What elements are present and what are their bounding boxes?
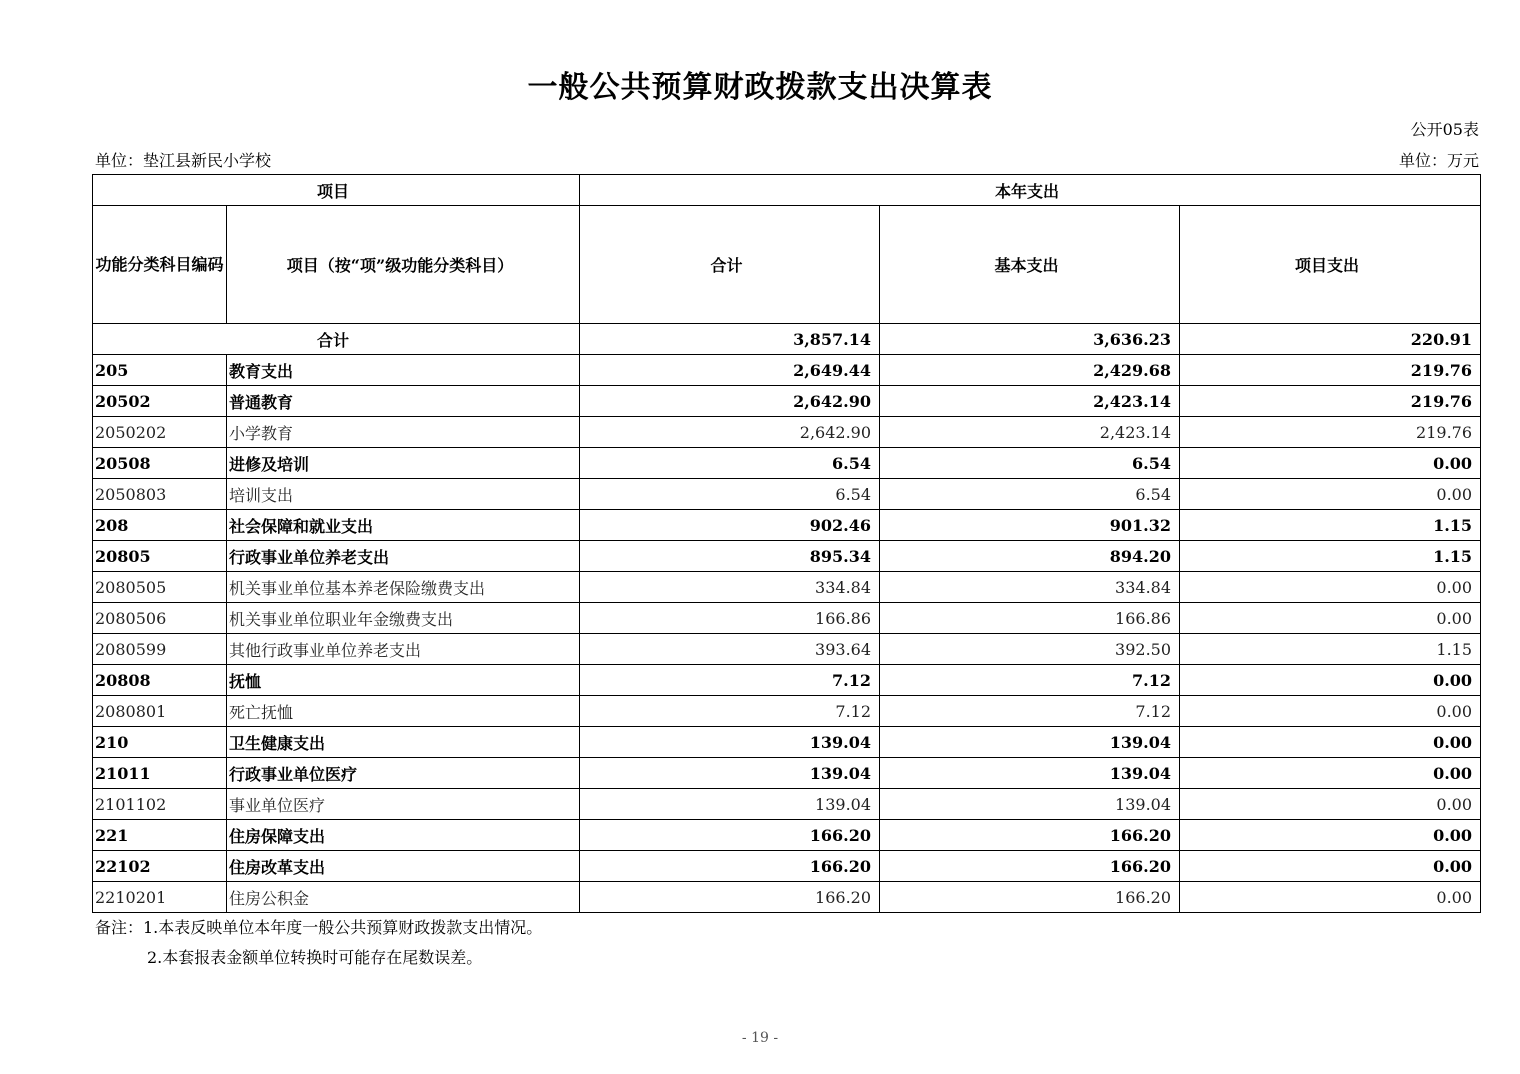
item-cell: 社会保障和就业支出 bbox=[227, 510, 580, 541]
project-cell: 0.00 bbox=[1180, 727, 1481, 758]
total-cell: 166.20 bbox=[580, 820, 880, 851]
project-cell: 219.76 bbox=[1180, 355, 1481, 386]
total-cell: 902.46 bbox=[580, 510, 880, 541]
item-cell: 住房公积金 bbox=[227, 882, 580, 913]
unit-organization: 单位：垫江县新民小学校 bbox=[95, 151, 272, 170]
table-row bbox=[93, 572, 1481, 603]
project-cell: 0.00 bbox=[1180, 603, 1481, 634]
code-cell: 210 bbox=[93, 727, 227, 758]
table-row bbox=[93, 386, 1481, 417]
item-cell: 死亡抚恤 bbox=[227, 696, 580, 727]
unit-currency: 单位：万元 bbox=[1398, 151, 1479, 170]
basic-cell: 166.20 bbox=[880, 851, 1180, 882]
header-project-expense: 项目支出 bbox=[1180, 206, 1481, 324]
expenditure-table bbox=[92, 174, 1481, 913]
basic-cell: 7.12 bbox=[880, 696, 1180, 727]
header-row-2 bbox=[93, 206, 1481, 324]
total-cell: 139.04 bbox=[580, 758, 880, 789]
basic-cell: 334.84 bbox=[880, 572, 1180, 603]
project-cell: 1.15 bbox=[1180, 510, 1481, 541]
item-cell: 事业单位医疗 bbox=[227, 789, 580, 820]
code-cell: 2080506 bbox=[93, 603, 227, 634]
code-cell: 2080801 bbox=[93, 696, 227, 727]
item-cell: 机关事业单位职业年金缴费支出 bbox=[227, 603, 580, 634]
total-cell: 2,642.90 bbox=[580, 417, 880, 448]
header-item: 项目（按“项”级功能分类科目） bbox=[227, 206, 580, 324]
code-cell: 208 bbox=[93, 510, 227, 541]
project-cell: 219.76 bbox=[1180, 386, 1481, 417]
header-basic: 基本支出 bbox=[880, 206, 1180, 324]
total-cell: 895.34 bbox=[580, 541, 880, 572]
item-cell: 小学教育 bbox=[227, 417, 580, 448]
total-row bbox=[93, 324, 1481, 355]
basic-cell: 6.54 bbox=[880, 479, 1180, 510]
code-cell: 2210201 bbox=[93, 882, 227, 913]
table-row bbox=[93, 851, 1481, 882]
project-cell: 1.15 bbox=[1180, 541, 1481, 572]
total-cell: 6.54 bbox=[580, 479, 880, 510]
project-cell: 0.00 bbox=[1180, 448, 1481, 479]
header-row-1 bbox=[93, 175, 1481, 206]
project-cell: 0.00 bbox=[1180, 665, 1481, 696]
basic-cell: 7.12 bbox=[880, 665, 1180, 696]
project-cell: 219.76 bbox=[1180, 417, 1481, 448]
page-title: 一般公共预算财政拨款支出决算表 bbox=[527, 70, 993, 105]
basic-cell: 6.54 bbox=[880, 448, 1180, 479]
table-row bbox=[93, 696, 1481, 727]
table-row bbox=[93, 355, 1481, 386]
item-cell: 进修及培训 bbox=[227, 448, 580, 479]
project-cell: 0.00 bbox=[1180, 851, 1481, 882]
table-row bbox=[93, 448, 1481, 479]
code-cell: 2080505 bbox=[93, 572, 227, 603]
code-cell: 2101102 bbox=[93, 789, 227, 820]
code-cell: 221 bbox=[93, 820, 227, 851]
table-row bbox=[93, 882, 1481, 913]
form-number: 公开05表 bbox=[1410, 120, 1479, 139]
total-label: 合计 bbox=[93, 324, 580, 355]
basic-cell: 139.04 bbox=[880, 789, 1180, 820]
code-cell: 2050803 bbox=[93, 479, 227, 510]
table-row bbox=[93, 727, 1481, 758]
code-cell: 20805 bbox=[93, 541, 227, 572]
table-row bbox=[93, 417, 1481, 448]
project-cell: 0.00 bbox=[1180, 789, 1481, 820]
total-cell: 2,642.90 bbox=[580, 386, 880, 417]
code-cell: 20502 bbox=[93, 386, 227, 417]
project-cell: 0.00 bbox=[1180, 696, 1481, 727]
table-row bbox=[93, 603, 1481, 634]
item-cell: 住房保障支出 bbox=[227, 820, 580, 851]
basic-cell: 2,429.68 bbox=[880, 355, 1180, 386]
total-sum: 3,857.14 bbox=[580, 324, 880, 355]
header-total: 合计 bbox=[580, 206, 880, 324]
basic-cell: 166.20 bbox=[880, 882, 1180, 913]
table-row bbox=[93, 789, 1481, 820]
basic-cell: 166.86 bbox=[880, 603, 1180, 634]
table-row bbox=[93, 665, 1481, 696]
total-cell: 334.84 bbox=[580, 572, 880, 603]
table-row bbox=[93, 820, 1481, 851]
basic-cell: 901.32 bbox=[880, 510, 1180, 541]
project-cell: 0.00 bbox=[1180, 882, 1481, 913]
project-cell: 1.15 bbox=[1180, 634, 1481, 665]
basic-cell: 392.50 bbox=[880, 634, 1180, 665]
table-row bbox=[93, 479, 1481, 510]
code-cell: 2080599 bbox=[93, 634, 227, 665]
note-2: 2.本套报表金额单位转换时可能存在尾数误差。 bbox=[147, 948, 483, 967]
item-cell: 培训支出 bbox=[227, 479, 580, 510]
basic-cell: 2,423.14 bbox=[880, 386, 1180, 417]
note-1: 备注：1.本表反映单位本年度一般公共预算财政拨款支出情况。 bbox=[95, 918, 543, 937]
total-cell: 139.04 bbox=[580, 789, 880, 820]
code-cell: 21011 bbox=[93, 758, 227, 789]
code-cell: 2050202 bbox=[93, 417, 227, 448]
item-cell: 住房改革支出 bbox=[227, 851, 580, 882]
total-cell: 2,649.44 bbox=[580, 355, 880, 386]
item-cell: 其他行政事业单位养老支出 bbox=[227, 634, 580, 665]
page-number: - 19 - bbox=[741, 1030, 779, 1046]
item-cell: 普通教育 bbox=[227, 386, 580, 417]
item-cell: 抚恤 bbox=[227, 665, 580, 696]
header-project: 项目 bbox=[93, 175, 580, 206]
total-cell: 166.20 bbox=[580, 851, 880, 882]
item-cell: 行政事业单位养老支出 bbox=[227, 541, 580, 572]
code-cell: 20508 bbox=[93, 448, 227, 479]
item-cell: 机关事业单位基本养老保险缴费支出 bbox=[227, 572, 580, 603]
project-cell: 0.00 bbox=[1180, 479, 1481, 510]
basic-cell: 894.20 bbox=[880, 541, 1180, 572]
basic-cell: 139.04 bbox=[880, 727, 1180, 758]
total-cell: 6.54 bbox=[580, 448, 880, 479]
basic-cell: 139.04 bbox=[880, 758, 1180, 789]
table-row bbox=[93, 758, 1481, 789]
total-cell: 393.64 bbox=[580, 634, 880, 665]
total-cell: 139.04 bbox=[580, 727, 880, 758]
table-row bbox=[93, 541, 1481, 572]
notes bbox=[95, 913, 542, 973]
total-cell: 7.12 bbox=[580, 696, 880, 727]
project-cell: 0.00 bbox=[1180, 572, 1481, 603]
project-cell: 0.00 bbox=[1180, 820, 1481, 851]
table-row bbox=[93, 634, 1481, 665]
item-cell: 卫生健康支出 bbox=[227, 727, 580, 758]
total-cell: 166.20 bbox=[580, 882, 880, 913]
total-project: 220.91 bbox=[1180, 324, 1481, 355]
table-row bbox=[93, 510, 1481, 541]
code-cell: 22102 bbox=[93, 851, 227, 882]
item-cell: 行政事业单位医疗 bbox=[227, 758, 580, 789]
total-cell: 166.86 bbox=[580, 603, 880, 634]
basic-cell: 2,423.14 bbox=[880, 417, 1180, 448]
code-cell: 205 bbox=[93, 355, 227, 386]
header-code: 功能分类科目编码 bbox=[93, 206, 227, 324]
basic-cell: 166.20 bbox=[880, 820, 1180, 851]
item-cell: 教育支出 bbox=[227, 355, 580, 386]
project-cell: 0.00 bbox=[1180, 758, 1481, 789]
total-cell: 7.12 bbox=[580, 665, 880, 696]
code-cell: 20808 bbox=[93, 665, 227, 696]
header-this-year: 本年支出 bbox=[580, 175, 1481, 206]
total-basic: 3,636.23 bbox=[880, 324, 1180, 355]
